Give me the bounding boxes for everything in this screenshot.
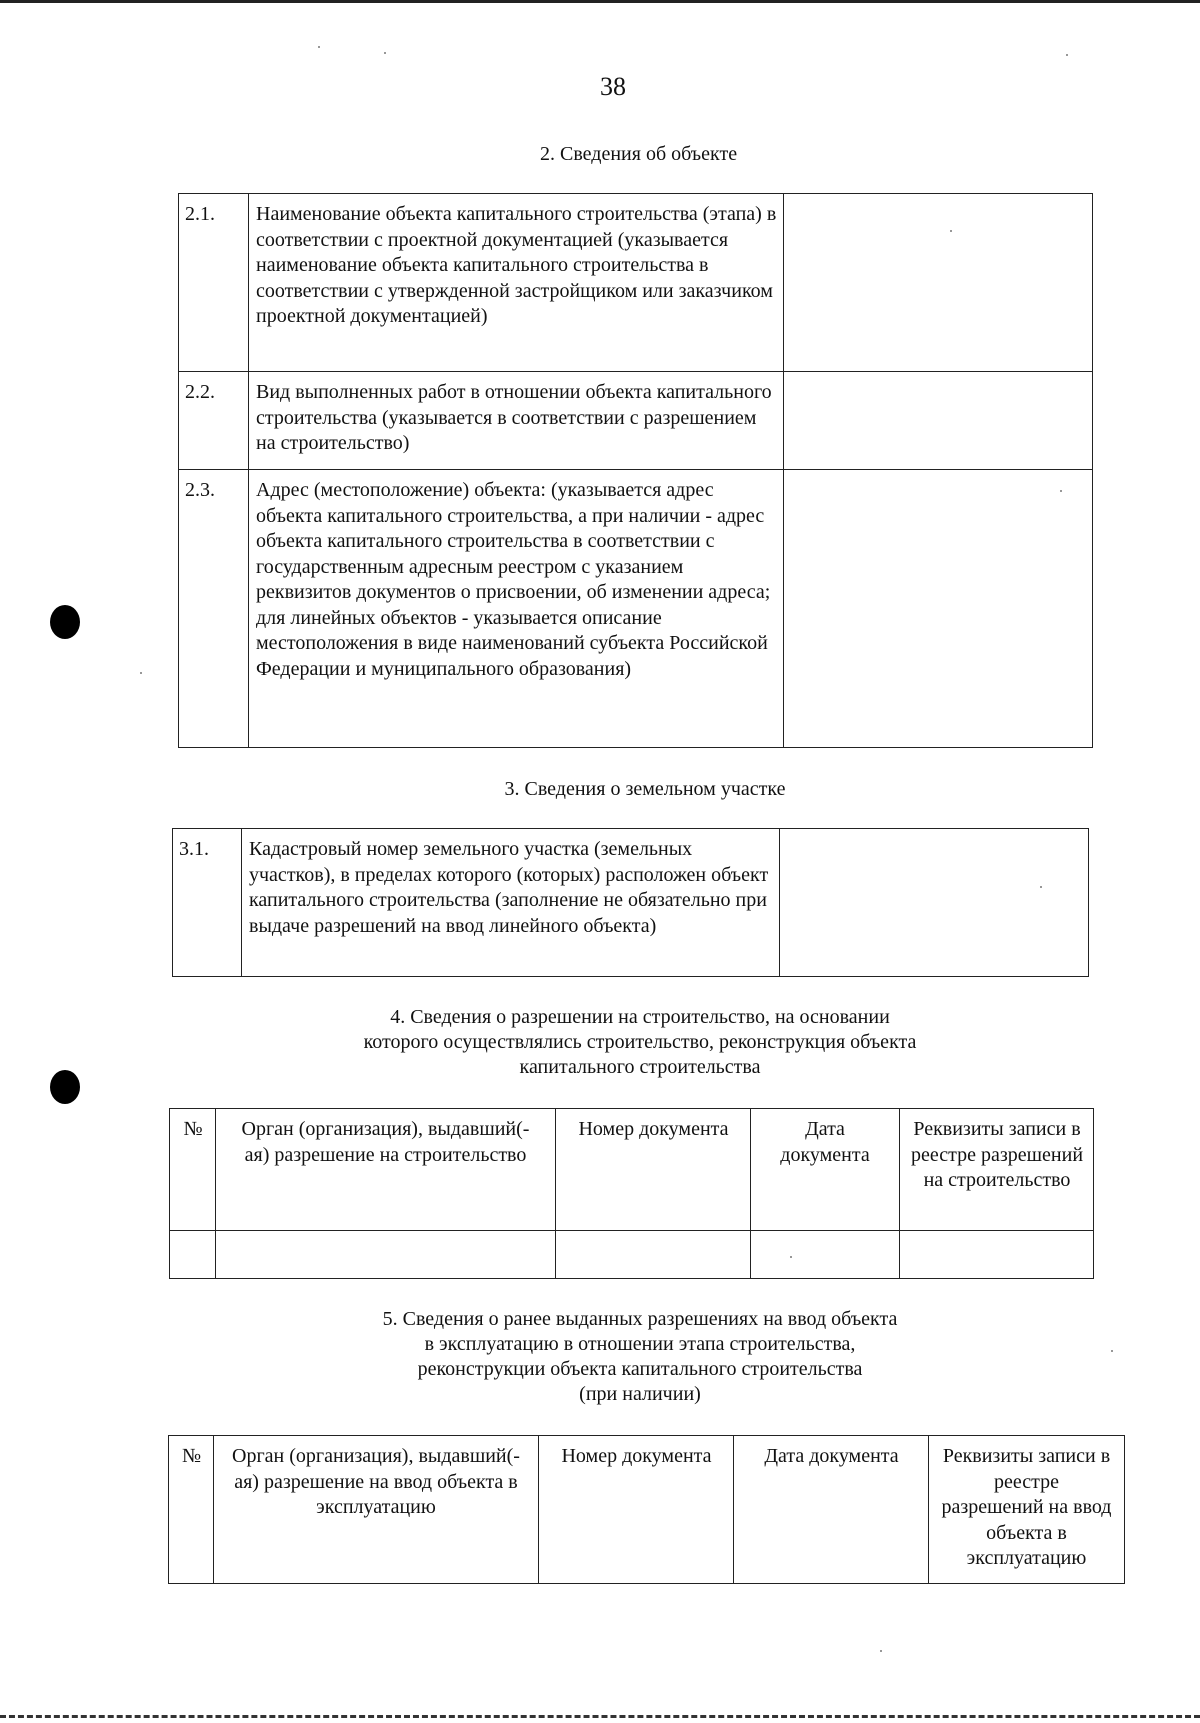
table-cell [556, 1231, 751, 1279]
column-header-document-date: Дата документа [734, 1436, 929, 1584]
punch-hole-top [50, 605, 80, 639]
row-label: Кадастровый номер земельного участка (земельных участков), в пределах которого (которых) расположен объект капитального строительства (заполнение не обязательно при выдаче разрешений на ввод линейного объекта) [242, 829, 780, 977]
row-value [780, 829, 1089, 977]
section3-table [172, 828, 1089, 977]
table-cell [900, 1231, 1094, 1279]
column-header-registry-record: Реквизиты записи в реестре разрешений на ввод объекта в эксплуатацию [929, 1436, 1125, 1584]
table-row [179, 372, 1093, 470]
section5-heading-line3: реконструкции объекта капитального строительства [417, 1358, 863, 1380]
table-cell [751, 1231, 900, 1279]
scan-speck [1066, 54, 1068, 56]
column-header-number: № [169, 1436, 214, 1584]
row-label: Адрес (местоположение) объекта: (указывается адрес объекта капитального строительства, а при наличии - адрес объекта капитального строительства в соответствии с государственным адресным реестром с указанием реквизитов документов о присвоении, об изменении адреса; для линейных объектов - указывается описание местоположения в виде наименований субъекта Российской Федерации и муниципального образования) [249, 470, 784, 748]
table-row [173, 829, 1089, 977]
section4-heading-line2: которого осуществлялись строительство, реконструкция объекта [363, 1031, 917, 1053]
row-label: Наименование объекта капитального строительства (этапа) в соответствии с проектной документацией (указывается наименование объекта капитального строительства в соответствии с утвержденной застройщиком или заказчиком проектной документацией) [249, 194, 784, 372]
column-header-authority: Орган (организация), выдавший(-ая) разрешение на строительство [216, 1109, 556, 1231]
row-number: 2.3. [179, 470, 249, 748]
section5-heading-line1: 5. Сведения о ранее выданных разрешениях на ввод объекта [382, 1308, 898, 1330]
row-value [784, 470, 1093, 748]
section5-heading-line4: (при наличии) [579, 1383, 701, 1405]
page-number: 38 [600, 72, 626, 101]
section4-heading [300, 1005, 980, 1080]
column-header-registry-record: Реквизиты записи в реестре разрешений на строительство [900, 1109, 1094, 1231]
scan-speck [950, 230, 952, 232]
table-cell [170, 1231, 216, 1279]
table-row [170, 1231, 1094, 1279]
row-number: 2.1. [179, 194, 249, 372]
table-header-row [170, 1109, 1094, 1231]
column-header-number: № [170, 1109, 216, 1231]
table-cell [216, 1231, 556, 1279]
scan-speck [140, 672, 142, 674]
row-value [784, 194, 1093, 372]
section5-heading [330, 1307, 950, 1407]
section5-table [168, 1435, 1125, 1584]
section4-heading-line1: 4. Сведения о разрешении на строительство, на основании [390, 1006, 890, 1028]
page-top-edge [0, 0, 1200, 3]
page-bottom-edge [0, 1715, 1200, 1718]
row-number: 3.1. [173, 829, 242, 977]
scan-speck [880, 1650, 882, 1652]
section3-heading: 3. Сведения о земельном участке [504, 778, 786, 800]
section4-heading-line3: капитального строительства [519, 1056, 761, 1078]
section2-heading: 2. Сведения об объекте [540, 143, 738, 165]
scan-speck [790, 1256, 792, 1258]
table-row [179, 194, 1093, 372]
table-header-row [169, 1436, 1125, 1584]
column-header-document-number: Номер документа [539, 1436, 734, 1584]
scan-speck [1111, 1350, 1113, 1352]
row-number: 2.2. [179, 372, 249, 470]
column-header-document-number: Номер документа [556, 1109, 751, 1231]
scan-speck [1040, 886, 1042, 888]
scan-speck [384, 52, 386, 54]
row-value [784, 372, 1093, 470]
row-label: Вид выполненных работ в отношении объекта капитального строительства (указывается в соответствии с разрешением на строительство) [249, 372, 784, 470]
section5-heading-line2: в эксплуатацию в отношении этапа строительства, [424, 1333, 856, 1355]
scan-speck [318, 46, 320, 48]
punch-hole-bottom [50, 1070, 80, 1104]
column-header-authority: Орган (организация), выдавший(-ая) разрешение на ввод объекта в эксплуатацию [214, 1436, 539, 1584]
column-header-document-date: Дата документа [751, 1109, 900, 1231]
scan-speck [1060, 490, 1062, 492]
table-row [179, 470, 1093, 748]
section4-table [169, 1108, 1094, 1279]
section2-table [178, 193, 1093, 748]
